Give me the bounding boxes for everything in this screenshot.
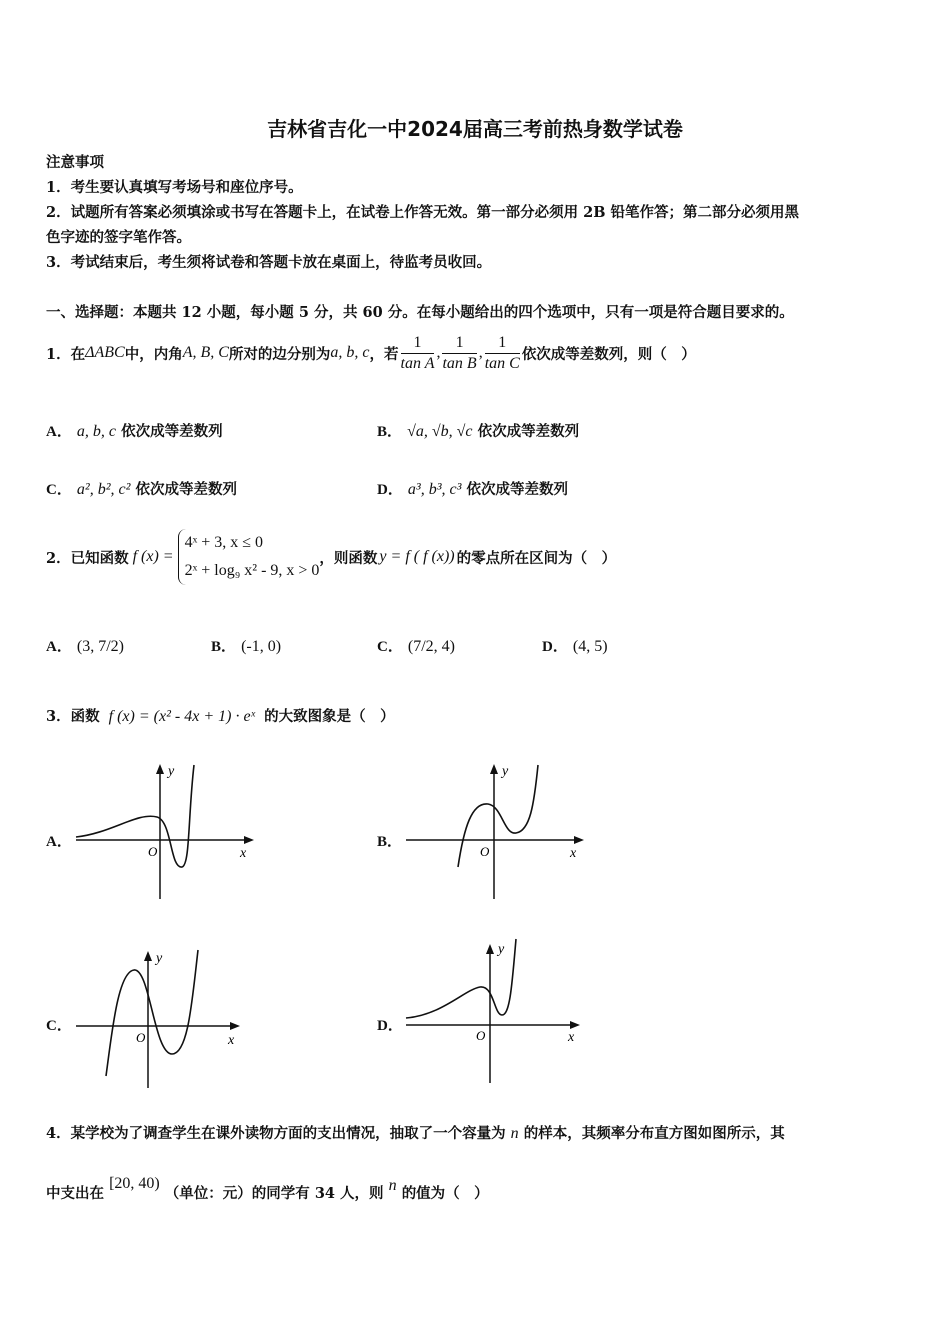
q2-text: 的零点所在区间为（ ） (456, 549, 617, 567)
q1-option-b: B． √a, √b, √c 依次成等差数列 (377, 423, 580, 440)
q2-text: ，则函数 (319, 549, 378, 567)
notice-item: 3．考试结束后，考生须将试卷和答题卡放在桌面上，待监考员收回。 (46, 254, 492, 271)
q1-option-c: C． a², b², c² 依次成等差数列 (46, 481, 237, 498)
q1-option-a: A． a, b, c 依次成等差数列 (46, 423, 223, 440)
notice-item: 色字迹的签字笔作答。 (46, 229, 191, 246)
q1-separator: , (478, 344, 483, 361)
svg-text:O: O (476, 1028, 486, 1043)
svg-text:x: x (570, 846, 577, 861)
q1-fraction-b: $\frac{1}{\text{tan B}}$ (442, 333, 477, 372)
q4-interval: [20, 40) (109, 1175, 160, 1192)
svg-text:O: O (480, 844, 490, 859)
q3-graph-b (402, 757, 592, 902)
section-heading: 一、选择题：本题共 12 小题，每小题 5 分，共 60 分。在每小题给出的四个选项中，只有一项是符合题目要求的。 (46, 304, 794, 321)
q1-triangle: ΔABC (85, 344, 125, 361)
svg-text:y: y (156, 951, 163, 966)
q2-composite: y = f ( f (x)) (379, 548, 455, 565)
question-2 (46, 527, 616, 587)
svg-text:y: y (168, 764, 175, 779)
question-1 (46, 328, 696, 378)
q1-pre: 1．在 (46, 345, 86, 363)
q1-angles: A, B, C (182, 344, 229, 361)
q3-graph-a (72, 757, 262, 902)
question-4-line-1: 4．某学校为了调查学生在课外读物方面的支出情况，抽取了一个容量为 n 的样本，其频率分布直方图如图所示，其 (46, 1125, 785, 1142)
q3-function: f (x) = (x² - 4x + 1) · eˣ (108, 708, 256, 725)
q2-case-2: 2ˣ + log₉ x² - 9, x > 0 (184, 562, 320, 579)
svg-text:x: x (240, 846, 247, 861)
q4-n: n (510, 1125, 519, 1142)
svg-text:O: O (148, 844, 158, 859)
q2-case-1: 4ˣ + 3, x ≤ 0 (184, 534, 264, 551)
q2-piecewise (178, 529, 320, 585)
page-title: 吉林省吉化一中2024届高三考前热身数学试卷 (267, 117, 683, 141)
svg-text:y: y (498, 942, 505, 957)
q2-option-a: A． (3, 7/2) (46, 638, 125, 655)
q4-n: n (388, 1177, 397, 1194)
q1-fraction-a: $\frac{1}{\text{tan A}}$ (400, 333, 435, 372)
q1-option-d: D． a³, b³, c³ 依次成等差数列 (377, 481, 568, 498)
q2-option-d: D． (4, 5) (542, 638, 608, 655)
q2-function: f (x) = (132, 548, 174, 565)
q1-fraction-c: $\frac{1}{\text{tan C}}$ (484, 333, 520, 372)
q1-text: 依次成等差数列，则（ ） (521, 345, 696, 363)
question-4-line-2: 中支出在 [20, 40) （单位：元）的同学有 34 人，则 n 的值为（ ） (46, 1175, 489, 1202)
notice-item: 1．考生要认真填写考场号和座位序号。 (46, 179, 303, 196)
svg-text:y: y (502, 764, 509, 779)
q2-pre: 2．已知函数 (46, 549, 129, 567)
q2-option-c: C． (7/2, 4) (377, 638, 456, 655)
q1-text: 中，内角 (124, 345, 183, 363)
svg-text:O: O (136, 1030, 146, 1045)
q3-option-a-label: A． (46, 834, 72, 850)
q2-option-b: B． (-1, 0) (211, 638, 282, 655)
q3-option-d-label: D． (377, 1018, 403, 1034)
notice-heading: 注意事项 (46, 154, 104, 171)
svg-text:x: x (568, 1030, 575, 1045)
q1-separator: , (436, 344, 441, 361)
q3-option-c-label: C． (46, 1018, 72, 1034)
q3-option-b-label: B． (377, 834, 403, 850)
svg-text:x: x (228, 1033, 235, 1048)
q1-sides: a, b, c (330, 344, 370, 361)
q1-text: 所对的边分别为 (228, 345, 331, 363)
q3-graph-c (72, 942, 262, 1092)
q1-text: ，若 (369, 345, 399, 363)
notice-item: 2．试题所有答案必须填涂或书写在答题卡上，在试卷上作答无效。第一部分必须用 2B 铅笔作答；第二部分必须用黑 (46, 204, 800, 221)
question-3: 3．函数 f (x) = (x² - 4x + 1) · eˣ 的大致图象是（ ） (46, 708, 395, 725)
q3-graph-d (402, 935, 592, 1085)
